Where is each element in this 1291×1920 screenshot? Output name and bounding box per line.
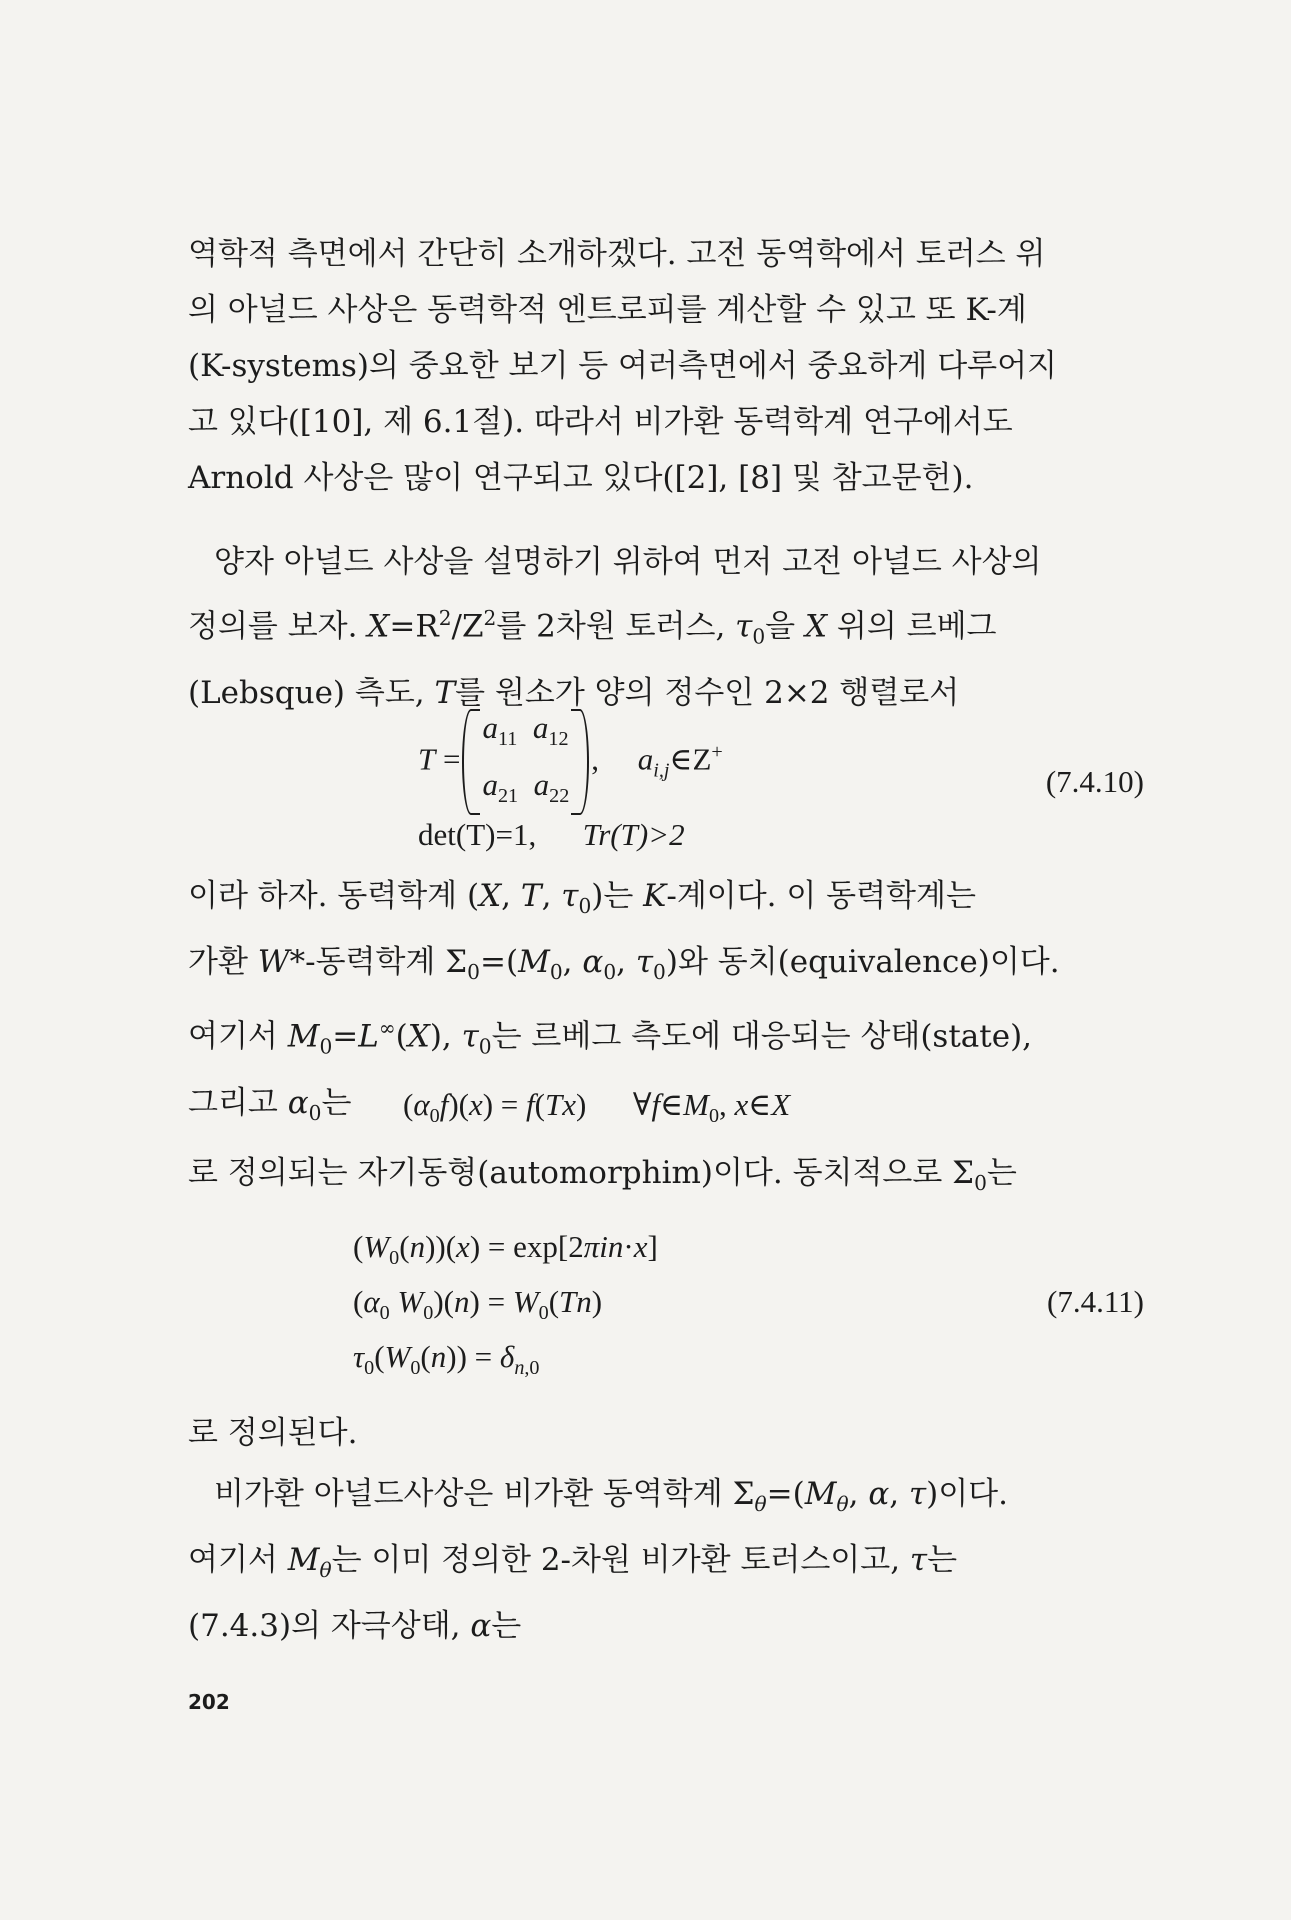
text-line: 여기서 $M_0=L^\infty(X)$, $\tau_0$는 르베그 측도에 대응되는 상태(state),	[188, 1016, 1033, 1059]
paragraph-defined	[188, 1405, 1154, 1461]
page-number: 202	[188, 1690, 230, 1714]
text-line: (Lebsque) 측도, T를 원소가 양의 정수인 2×2 행렬로서	[188, 674, 960, 711]
text-line: 가환 W*-동력학계 $\Sigma_0=(M_0$, $\alpha_0$, $\tau_0$)와 동치(equivalence)이다.	[188, 944, 1060, 985]
matrix-definition: T = $a_{11}$ $a_{12}$ $a_{21}$ $a_{22}$ , $a_{i,j}\in Z^+$	[418, 705, 723, 819]
det-trace-condition: det(T)=1, Tr(T)>2	[418, 817, 685, 852]
text-line: (7.4.3)의 자극상태, α는	[188, 1608, 522, 1645]
equation-line: $\tau_0(W_0(n)) = \delta_{n,0}$	[353, 1339, 540, 1380]
paragraph-equivalence	[188, 1145, 1154, 1211]
text-line: 고 있다([10], 제 6.1절). 따라서 비가환 동력학계 연구에서도	[188, 404, 1013, 440]
text-line: 여기서 $M_\theta$는 이미 정의한 2-차원 비가환 토러스이고, τ는	[188, 1542, 958, 1583]
paragraph-quantum-arnold	[188, 534, 1154, 721]
paragraph-intro	[188, 226, 1154, 506]
equation-automorphism	[188, 1080, 1154, 1141]
text-line: 그리고 $\alpha_0$는	[188, 1084, 352, 1126]
text-line: 정의를 보자. $X=R^2/Z^2$를 2차원 토러스, $\tau_0$을 X 위의 르베그	[188, 606, 997, 649]
equation-line: ($\alpha_0$ $W_0)(n) = W_0(Tn)$	[353, 1284, 603, 1325]
text-line: 로 정의되는 자기동형(automorphim)이다. 동치적으로 $\Sigma_0$는	[188, 1155, 1017, 1196]
text-line: 비가환 아널드사상은 비가환 동역학계 $\Sigma_\theta=(M_\theta$, α, τ)이다.	[214, 1476, 1008, 1517]
equation-7-4-10	[188, 705, 1154, 855]
text-line: 로 정의된다.	[188, 1415, 358, 1451]
text-line: 의 아널드 사상은 동력학적 엔트로피를 계산할 수 있고 또 K-계	[188, 292, 1027, 328]
paragraph-noncommutative	[188, 1466, 1154, 1654]
equation-7-4-11	[188, 1222, 1154, 1392]
text-line: 역학적 측면에서 간단히 소개하겠다. 고전 동역학에서 토러스 위	[188, 236, 1046, 272]
equation-number: (7.4.11)	[1047, 1284, 1144, 1319]
equation-line: $(W_0(n))(x) = \exp[2\pi in\cdot x]$	[353, 1229, 658, 1270]
text-line: 양자 아널드 사상을 설명하기 위하여 먼저 고전 아널드 사상의	[214, 544, 1042, 580]
automorphism-formula: $(\alpha_0f)(x) = f(Tx)$ $\forall f\in M_0$, x∈X	[403, 1087, 791, 1128]
text-line: Arnold 사상은 많이 연구되고 있다([2], [8] 및 참고문헌).	[188, 460, 974, 496]
text-line: (K-systems)의 중요한 보기 등 여러측면에서 중요하게 다루어지	[188, 348, 1057, 384]
text-line: 이라 하자. 동력학계 (X, T, $\tau_0$)는 K-계이다. 이 동력학계는	[188, 878, 976, 919]
equation-number: (7.4.10)	[1045, 764, 1144, 799]
